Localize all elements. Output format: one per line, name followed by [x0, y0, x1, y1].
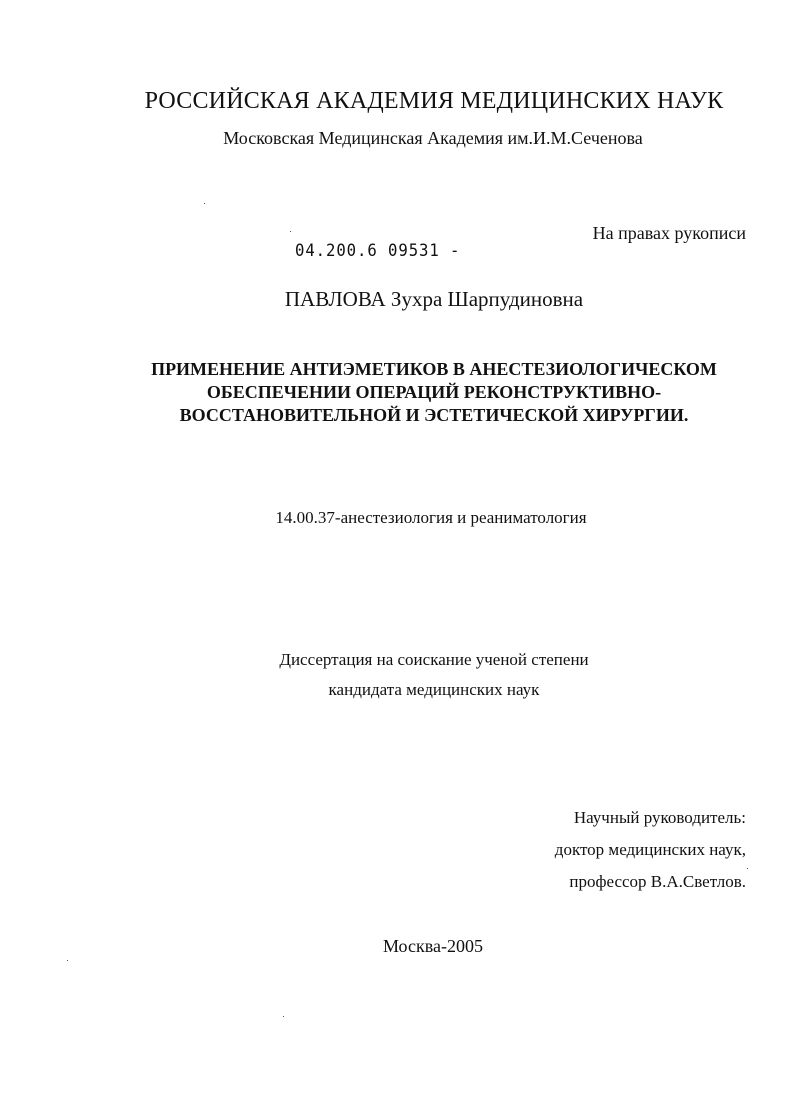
- supervisor-label: Научный руководитель:: [573, 808, 746, 827]
- academy-heading: РОССИЙСКАЯ АКАДЕМИЯ МЕДИЦИНСКИХ НАУК: [144, 88, 724, 114]
- specialty-code: 14.00.37-анестезиология и реаниматология: [275, 508, 587, 527]
- degree-line-2: кандидата медицинских наук: [328, 680, 540, 699]
- supervisor-name: профессор В.А.Светлов.: [569, 872, 746, 891]
- rights-note: На правах рукописи: [592, 223, 746, 243]
- city-year: Москва-2005: [383, 936, 483, 956]
- title-line: ПРИМЕНЕНИЕ АНТИЭМЕТИКОВ В АНЕСТЕЗИОЛОГИЧЕСКОМ: [151, 359, 717, 379]
- title-line: ВОССТАНОВИТЕЛЬНОЙ И ЭСТЕТИЧЕСКОЙ ХИРУРГИИ.: [179, 405, 689, 425]
- registration-stamp: 04.200.6 09531 -: [295, 241, 461, 261]
- scan-speck: [290, 231, 291, 232]
- degree-line-1: Диссертация на соискание ученой степени: [279, 650, 589, 669]
- author-name: ПАВЛОВА Зухра Шарпудиновна: [284, 287, 584, 311]
- supervisor-degree: доктор медицинских наук,: [554, 840, 746, 859]
- scan-speck: [747, 868, 748, 869]
- institute-name: Московская Медицинская Академия им.И.М.Сеченова: [223, 128, 643, 148]
- dissertation-title: [0, 358, 794, 427]
- scan-speck: [283, 1016, 284, 1017]
- scan-speck: [67, 960, 68, 961]
- scan-speck: [204, 203, 205, 204]
- title-line: ОБЕСПЕЧЕНИИ ОПЕРАЦИЙ РЕКОНСТРУКТИВНО-: [206, 382, 662, 402]
